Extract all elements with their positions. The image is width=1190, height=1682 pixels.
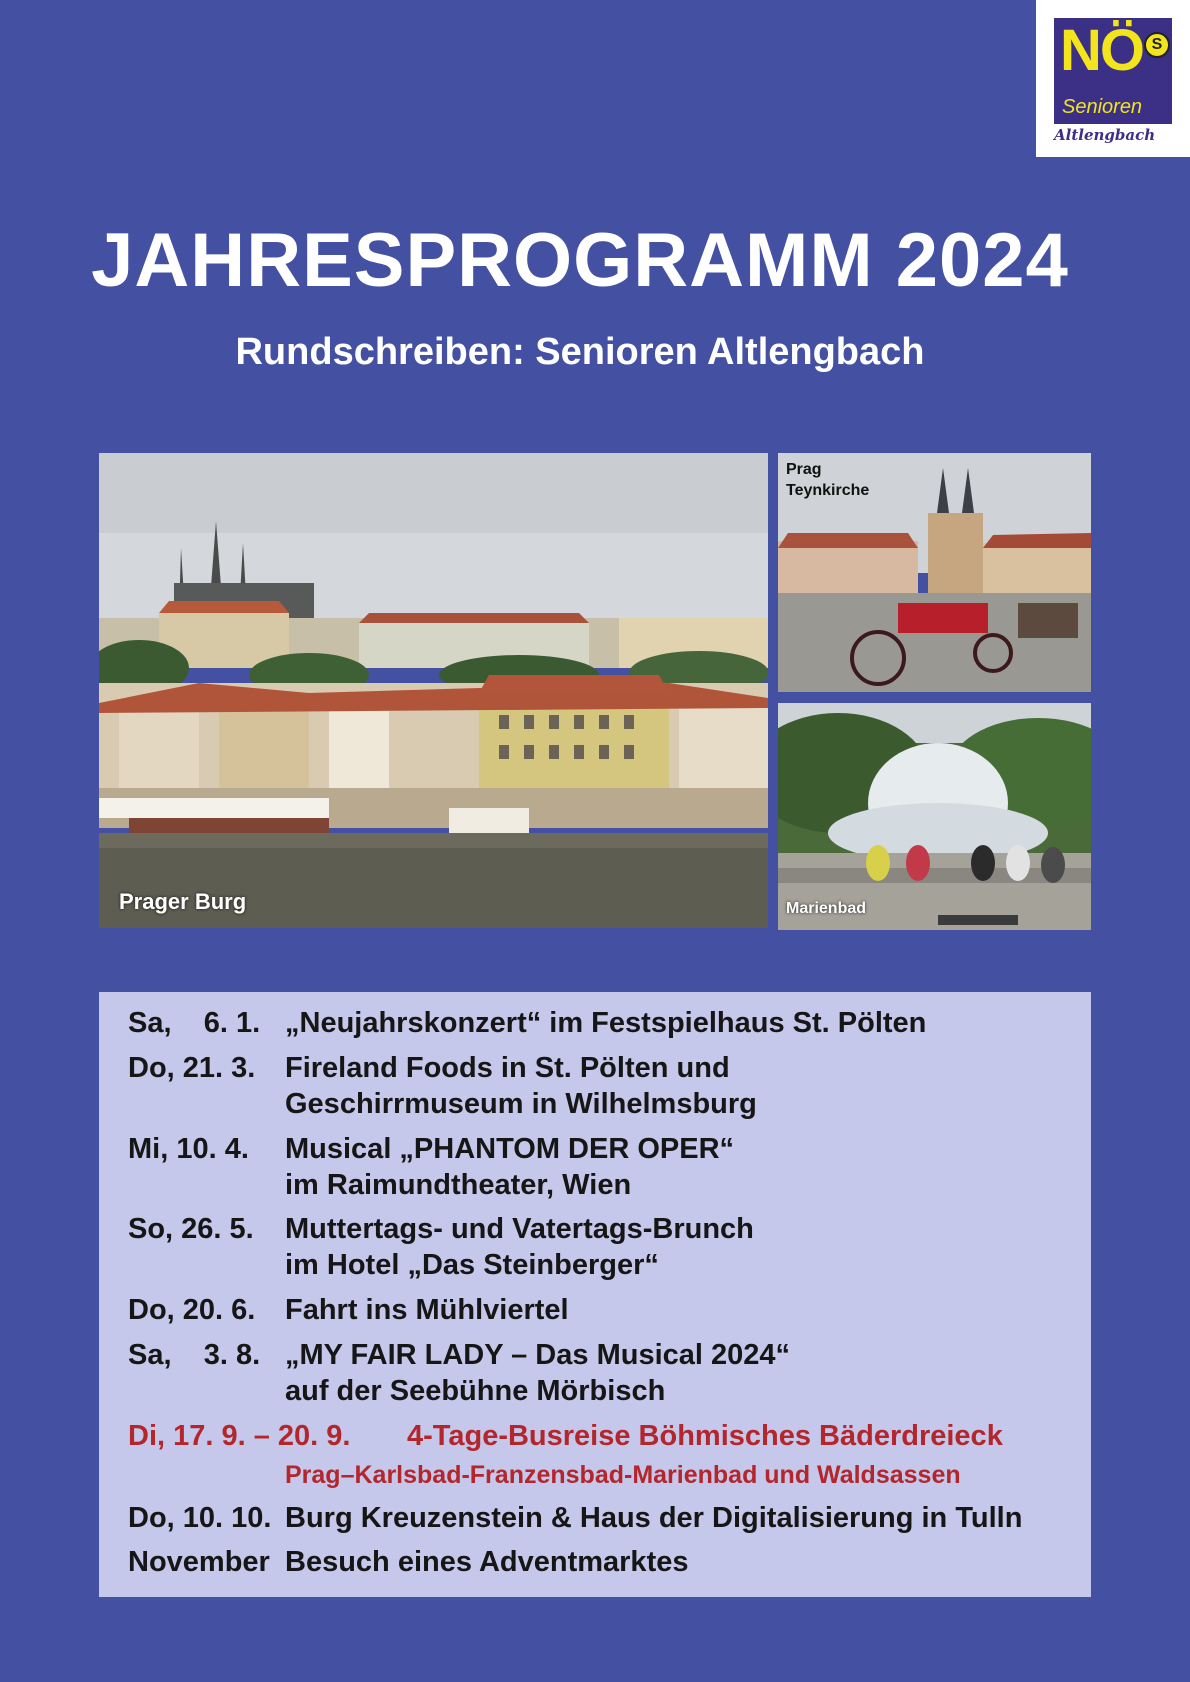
program-event: Fireland Foods in St. Pölten und xyxy=(285,1052,730,1084)
program-date: Sa, 6. 1. xyxy=(128,1007,261,1039)
program-date: Sa, 3. 8. xyxy=(128,1339,261,1371)
program-event: Fahrt ins Mühlviertel xyxy=(285,1294,569,1326)
page-subtitle: Rundschreiben: Senioren Altlengbach xyxy=(235,331,925,373)
photo-prague-castle xyxy=(99,453,768,928)
program-event: Muttertags- und Vatertags-Brunch xyxy=(285,1213,754,1245)
photo-caption-marienbad: Marienbad xyxy=(786,900,867,917)
program-date: Do, 10. 10. xyxy=(128,1502,272,1534)
program-event: Geschirrmuseum in Wilhelmsburg xyxy=(285,1088,757,1120)
marienbad-illustration xyxy=(778,703,1091,930)
photo-caption-teynkirche-line1: Prag xyxy=(786,461,822,478)
program-date: Do, 20. 6. xyxy=(128,1294,256,1326)
program-date: Di, 17. 9. – 20. 9. xyxy=(128,1420,351,1452)
program-date: November xyxy=(128,1546,270,1578)
program-event: im Hotel „Das Steinberger“ xyxy=(285,1249,659,1281)
photo-caption-prague-castle: Prager Burg xyxy=(119,889,247,914)
logo xyxy=(1036,0,1190,157)
program-event: „Neujahrskonzert“ im Festspielhaus St. Pölten xyxy=(285,1007,927,1039)
program-event: Musical „PHANTOM DER OPER“ xyxy=(285,1133,735,1165)
logo-name: Senioren xyxy=(1062,96,1143,118)
logo-mark: NÖ xyxy=(1060,18,1143,83)
program-event: im Raimundtheater, Wien xyxy=(285,1169,632,1201)
page-title: JAHRESPROGRAMM 2024 xyxy=(91,218,1069,303)
program-event: „MY FAIR LADY – Das Musical 2024“ xyxy=(285,1339,791,1371)
program-date: So, 26. 5. xyxy=(128,1213,254,1245)
program-event: Besuch eines Adventmarktes xyxy=(285,1546,689,1578)
logo-s-circle: S xyxy=(1144,32,1170,58)
program-event: auf der Seebühne Mörbisch xyxy=(285,1375,666,1407)
program-event: Prag–Karlsbad-Franzensbad-Marienbad und Waldsassen xyxy=(285,1461,961,1489)
prague-castle-illustration xyxy=(99,453,768,928)
photo-marienbad xyxy=(778,703,1091,930)
photo-caption-teynkirche-line2: Teynkirche xyxy=(786,482,870,499)
logo-badge xyxy=(1054,18,1172,124)
program-event: Burg Kreuzenstein & Haus der Digitalisierung in Tulln xyxy=(285,1502,1023,1534)
program-event: 4-Tage-Busreise Böhmisches Bäderdreieck xyxy=(407,1420,1003,1452)
logo-place: Altlengbach xyxy=(1054,126,1156,144)
photo-teynkirche xyxy=(778,453,1091,692)
program-panel xyxy=(99,992,1091,1597)
program-date: Mi, 10. 4. xyxy=(128,1133,249,1165)
program-date: Do, 21. 3. xyxy=(128,1052,256,1084)
